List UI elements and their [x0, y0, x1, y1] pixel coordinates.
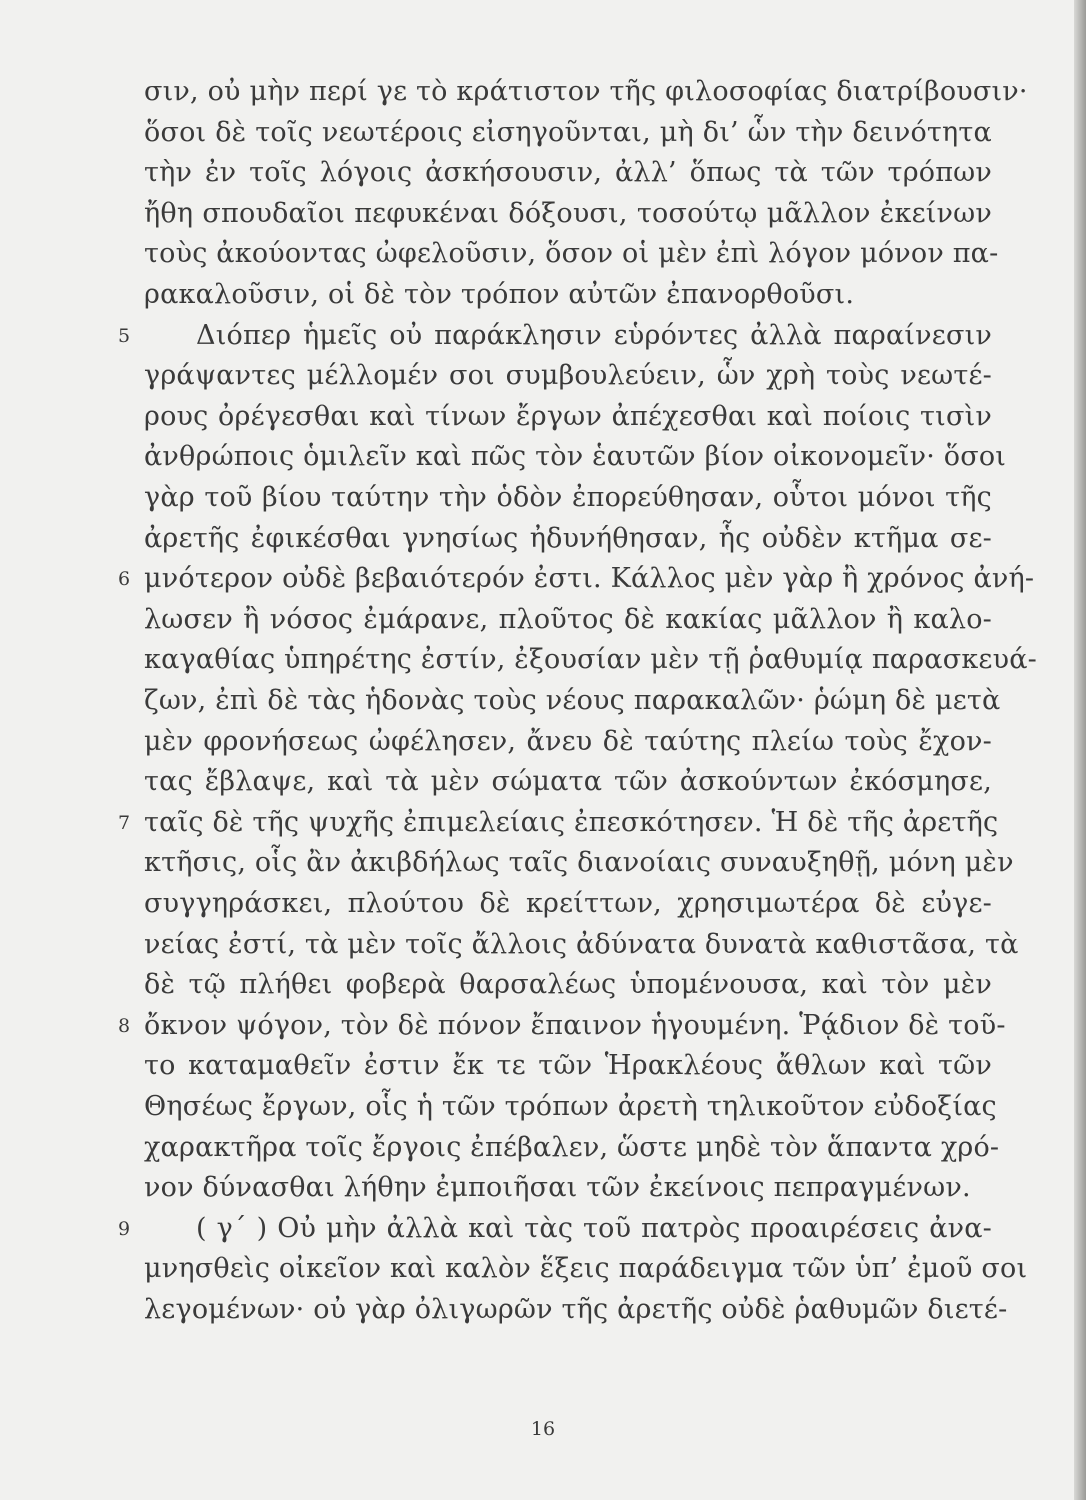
text-line: νείας ἐστί, τὰ μὲν τοῖς ἄλλοις ἀδύνατα δυνατὰ καθιστᾶσα, τὰ — [144, 928, 1019, 960]
text-line: τοὺς ἀκούοντας ὠφελοῦσιν, ὅσον οἱ μὲν ἐπὶ λόγον μόνον πα- — [144, 238, 999, 270]
text-line: λεγομένων· οὐ γὰρ ὀλιγωρῶν τῆς ἀρετῆς οὐδὲ ῥαθυμῶν διετέ- — [144, 1294, 1008, 1325]
section-number: 8 — [118, 1014, 131, 1037]
text-line: ταῖς δὲ τῆς ψυχῆς ἐπιμελείαις ἐπεσκότησεν. Ἡ δὲ τῆς ἀρετῆς — [144, 806, 999, 838]
text-line: ὄκνον ψόγον, τὸν δὲ πόνον ἔπαινον ἡγουμένη. Ῥᾴδιον δὲ τοῦ- — [144, 1009, 1006, 1041]
page-number: 16 — [530, 1418, 556, 1440]
text-line: κτῆσις, οἷς ἂν ἀκιβδήλως ταῖς διανοίαις συναυξηθῇ, μόνη μὲν — [144, 847, 1014, 879]
text-line: ἀρετῆς ἐφικέσθαι γνησίως ἠδυνήθησαν, ἧς οὐδὲν κτῆμα σε- — [144, 522, 992, 554]
text-line: γὰρ τοῦ βίου ταύτην τὴν ὁδὸν ἐπορεύθησαν, οὗτοι μόνοι τῆς — [144, 482, 992, 513]
text-line: μὲν φρονήσεως ὠφέλησεν, ἄνευ δὲ ταύτης πλείω τοὺς ἔχον- — [144, 725, 992, 757]
text-line: ὅσοι δὲ τοῖς νεωτέροις εἰσηγοῦνται, μὴ δι’ ὧν τὴν δεινότητα — [144, 116, 992, 148]
text-line: μνότερον οὐδὲ βεβαιότερόν ἐστι. Κάλλος μὲν γὰρ ἢ χρόνος ἀνή- — [144, 563, 1035, 595]
text-line: ρους ὀρέγεσθαι καὶ τίνων ἔργων ἀπέχεσθαι καὶ ποίοις τισὶν — [144, 400, 992, 432]
text-line: τας ἔβλαψε, καὶ τὰ μὲν σώματα τῶν ἀσκούντων ἐκόσμησε, — [144, 766, 992, 798]
text-line: Διόπερ ἡμεῖς οὐ παράκλησιν εὑρόντες ἀλλὰ παραίνεσιν — [196, 319, 992, 351]
section-number: 9 — [118, 1217, 131, 1240]
text-line: ρακαλοῦσιν, οἱ δὲ τὸν τρόπον αὐτῶν ἐπανορθοῦσι. — [144, 279, 855, 310]
text-line: το καταμαθεῖν ἐστιν ἔκ τε τῶν Ἡρακλέους ἄθλων καὶ τῶν — [144, 1050, 992, 1082]
text-line: τὴν ἐν τοῖς λόγοις ἀσκήσουσιν, ἀλλ’ ὅπως τὰ τῶν τρόπων — [144, 157, 992, 189]
text-line: μνησθεὶς οἰκεῖον καὶ καλὸν ἕξεις παράδειγμα τῶν ὑπ’ ἐμοῦ σοι — [144, 1253, 1028, 1285]
text-line: γράψαντες μέλλομέν σοι συμβουλεύειν, ὧν χρὴ τοὺς νεωτέ- — [144, 360, 992, 392]
text-line: δὲ τῷ πλήθει φοβερὰ θαρσαλέως ὑπομένουσα, καὶ τὸν μὲν — [144, 969, 992, 1001]
page-edge — [1074, 0, 1086, 1500]
section-number: 7 — [118, 811, 131, 834]
text-line: χαρακτῆρα τοῖς ἔργοις ἐπέβαλεν, ὥστε μηδὲ τὸν ἅπαντα χρό- — [144, 1131, 1000, 1163]
text-line: ἀνθρώποις ὁμιλεῖν καὶ πῶς τὸν ἑαυτῶν βίον οἰκονομεῖν· ὅσοι — [144, 441, 1007, 473]
text-line: ζων, ἐπὶ δὲ τὰς ἡδονὰς τοὺς νέους παρακαλῶν· ῥώμη δὲ μετὰ — [144, 685, 1001, 716]
text-line: νον δύνασθαι λήθην ἐμποιῆσαι τῶν ἐκείνοις πεπραγμένων. — [144, 1172, 971, 1204]
text-line: καγαθίας ὑπηρέτης ἐστίν, ἐξουσίαν μὲν τῇ ῥαθυμίᾳ παρασκευά- — [144, 644, 1037, 676]
section-number: 5 — [118, 324, 131, 347]
text-line: ἤθη σπουδαῖοι πεφυκέναι δόξουσι, τοσούτῳ μᾶλλον ἐκείνων — [144, 197, 992, 229]
text-line: ( γ΄ ) Οὐ μὴν ἀλλὰ καὶ τὰς τοῦ πατρὸς προαιρέσεις ἀνα- — [196, 1212, 992, 1244]
text-line: σιν, οὐ μὴν περί γε τὸ κράτιστον τῆς φιλοσοφίας διατρίβουσιν· — [144, 76, 1028, 107]
text-line: Θησέως ἔργων, οἷς ἡ τῶν τρόπων ἀρετὴ τηλικοῦτον εὐδοξίας — [144, 1091, 997, 1122]
text-line: λωσεν ἢ νόσος ἐμάρανε, πλοῦτος δὲ κακίας μᾶλλον ἢ καλο- — [144, 603, 992, 635]
text-line: συγγηράσκει, πλούτου δὲ κρείττων, χρησιμωτέρα δὲ εὐγε- — [144, 888, 992, 919]
section-number: 6 — [118, 568, 131, 591]
